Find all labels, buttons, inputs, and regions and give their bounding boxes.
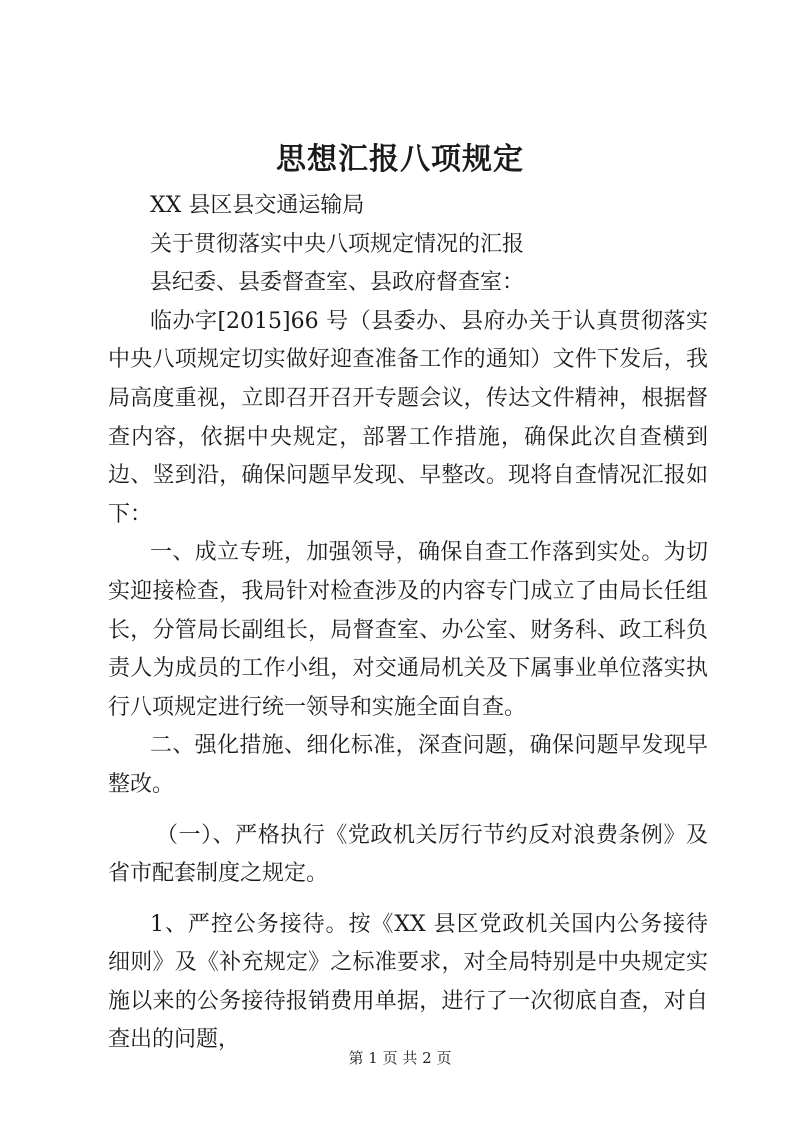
page-footer: 第 1 页 共 2 页 [348,1049,452,1067]
paragraph-org: XX 县区县交通运输局 [150,193,365,218]
paragraph-intro: 临办字[2015]66 号（县委办、县府办关于认真贯彻落实中央八项规定切实做好迎查准备工作的通知）文件下发后，我局高度重视，立即召开召开专题会议，传达文件精神，根据督查内容，依据中央规定，部署工作措施，确保此次自查横到边、竖到沿，确保问题早发现、早整改。现将自查情况汇报如下： [108,308,708,527]
document-body [108,187,708,1060]
paragraph-report-title: 关于贯彻落实中央八项规定情况的汇报 [150,231,525,257]
paragraph-section-2: 二、强化措施、细化标准，深查问题，确保问题早发现早整改。 [108,733,708,797]
paragraph-item-1: 1、严控公务接待。按《XX 县区党政机关国内公务接待细则》及《补充规定》之标准要求，对全局特别是中央规定实施以来的公务接待报销费用单据，进行了一次彻底自查，对自查出的问题， [108,911,708,1053]
document-title: 思想汇报八项规定 [276,142,524,177]
paragraph-subsection-1: （一）、严格执行《党政机关厉行节约反对浪费条例》及省市配套制度之规定。 [108,822,708,887]
paragraph-section-1: 一、成立专班，加强领导，确保自查工作落到实处。为切实迎接检查，我局针对检查涉及的内容专门成立了由局长任组长，分管局长副组长，局督查室、办公室、财务科、政工科负责人为成员的工作小组，对交通局机关及下属事业单位落实执行八项规定进行统一领导和实施全面自查。 [108,540,708,720]
paragraph-recipients: 县纪委、县委督查室、县政府督查室： [150,270,525,296]
